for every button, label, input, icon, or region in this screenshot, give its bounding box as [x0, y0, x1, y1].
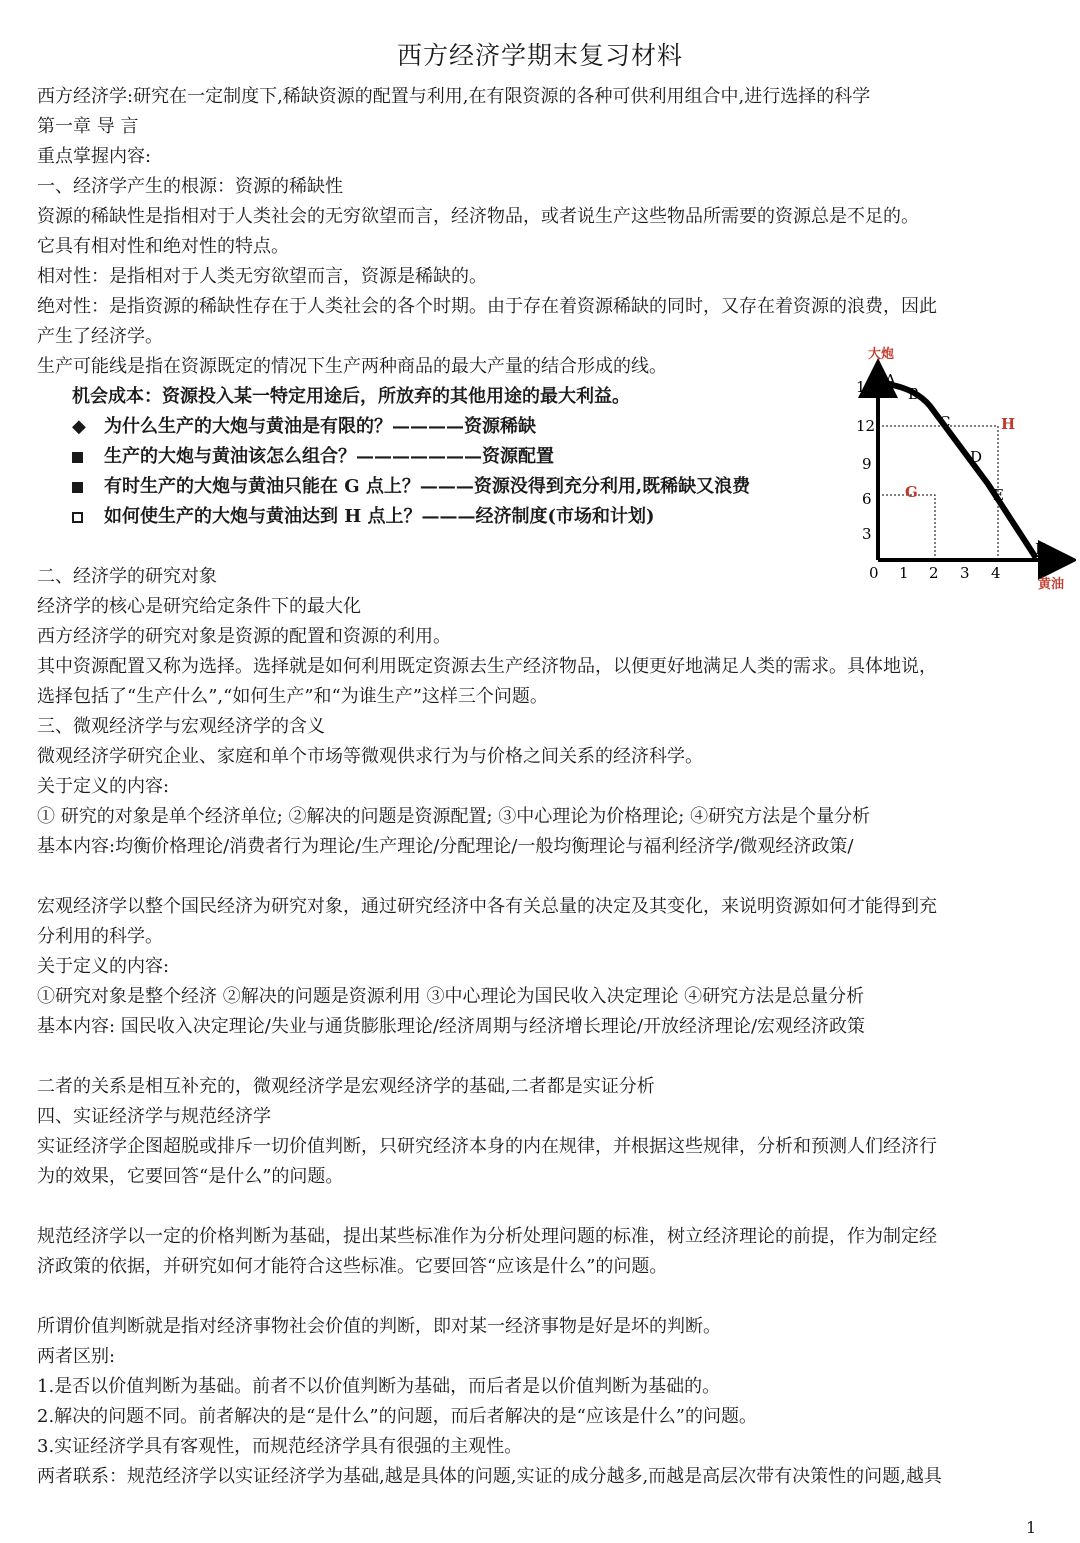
- text-line: 选择包括了“生产什么”,“如何生产”和“为谁生产”这样三个问题。: [37, 686, 548, 707]
- text-line: 所谓价值判断就是指对经济事物社会价值的判断，即对某一经济事物是好是坏的判断。: [37, 1316, 721, 1337]
- opportunity-cost-heading: 机会成本：资源投入某一特定用途后，所放弃的其他用途的最大利益。: [72, 386, 630, 407]
- text-line: 生产可能线是指在资源既定的情况下生产两种商品的最大产量的结合形成的线。: [37, 356, 667, 377]
- section-heading: 四、实证经济学与规范经济学: [37, 1106, 271, 1127]
- list-item: 2.解决的问题不同。前者解决的是“是什么”的问题，而后者解决的是“应该是什么”的问题。: [37, 1406, 757, 1427]
- intro-section: [37, 82, 1047, 382]
- x-tick-label: 0: [869, 564, 879, 582]
- text-line: 经济学的核心是研究给定条件下的最大化: [37, 596, 361, 617]
- list-item: 1.是否以价值判断为基础。前者不以价值判断为基础，而后者是以价值判断为基础的。: [37, 1376, 721, 1397]
- x-tick-label: 1: [899, 564, 909, 582]
- document-body: [37, 82, 1047, 1492]
- ppf-curve: [878, 383, 1036, 558]
- document-title: 西方经济学期末复习材料: [396, 41, 683, 70]
- point-label-f: F: [1035, 540, 1046, 558]
- x-tick-label: 2: [929, 564, 939, 582]
- text-line: 绝对性：是指资源的稀缺性存在于人类社会的各个时期。由于存在着资源稀缺的同时，又存在着资源的浪费，因此: [37, 296, 937, 317]
- text-line: 宏观经济学以整个国民经济为研究对象，通过研究经济中各有关总量的决定及其变化，来说明资源如何才能得到充: [37, 896, 937, 917]
- text-line: ①研究对象是整个经济 ②解决的问题是资源利用 ③中心理论为国民收入决定理论 ④研究方法是总量分析: [37, 986, 865, 1007]
- relation-section: [37, 1072, 1047, 1192]
- text-line: 二者的关系是相互补充的，微观经济学是宏观经济学的基础,二者都是实证分析: [37, 1076, 655, 1097]
- page-number: 1: [1026, 1518, 1037, 1537]
- bullet-text: 如何使生产的大炮与黄油达到 H 点上？———经济制度(市场和计划): [104, 506, 655, 527]
- x-axis-label: 黄油: [1038, 577, 1065, 592]
- text-line: 关于定义的内容:: [37, 776, 170, 797]
- ppf-diagram: [848, 338, 1076, 600]
- list-item: 3.实证经济学具有客观性，而规范经济学具有很强的主观性。: [37, 1436, 523, 1457]
- point-label-a: A: [885, 371, 896, 389]
- solid-square-bullet-icon: [72, 472, 104, 502]
- text-line: 资源的稀缺性是指相对于人类社会的无穷欲望而言，经济物品，或者说生产这些物品所需要的资源总是不足的。: [37, 206, 919, 227]
- section-heading: 一、经济学产生的根源：资源的稀缺性: [37, 176, 343, 197]
- bullet-text: 生产的大炮与黄油该怎么组合？———————资源配置: [104, 446, 554, 467]
- hollow-square-bullet-icon: [72, 502, 104, 532]
- chapter-heading: 第一章 导 言: [37, 116, 139, 137]
- text-line: ① 研究的对象是单个经济单位; ②解决的问题是资源配置; ③中心理论为价格理论; ④研究方法是个量分析: [37, 806, 871, 827]
- text-line: 规范经济学以一定的价格判断为基础，提出某些标准作为分析处理问题的标准，树立经济理论的前提，作为制定经: [37, 1226, 937, 1247]
- text-line: 重点掌握内容:: [37, 146, 152, 167]
- text-line: 两者联系：规范经济学以实证经济学为基础,越是具体的问题,实证的成分越多,而越是高层次带有决策性的问题,越具: [37, 1466, 942, 1487]
- text-line: 基本内容:均衡价格理论/消费者行为理论/生产理论/分配理论/一般均衡理论与福利经济学/微观经济政策/: [37, 836, 854, 857]
- text-line: 两者区别:: [37, 1346, 116, 1367]
- point-label-b: B: [908, 385, 920, 403]
- y-tick-label: 9: [862, 455, 872, 473]
- text-line: 基本内容: 国民收入决定理论/失业与通货膨胀理论/经济周期与经济增长理论/开放经济理论/宏观经济政策: [37, 1016, 866, 1037]
- y-tick-label: 3: [862, 525, 872, 543]
- text-line: 西方经济学的研究对象是资源的配置和资源的利用。: [37, 626, 451, 647]
- diamond-bullet-icon: ◆: [72, 416, 86, 437]
- text-line: 相对性：是指相对于人类无穷欲望而言，资源是稀缺的。: [37, 266, 487, 287]
- text-line: 济政策的依据，并研究如何才能符合这些标准。它要回答“应该是什么”的问题。: [37, 1256, 668, 1277]
- y-tick-label: 6: [862, 490, 872, 508]
- point-label-h: H: [1001, 415, 1016, 433]
- bullet-text: 为什么生产的大炮与黄油是有限的？————资源稀缺: [104, 416, 536, 437]
- text-line: 分利用的科学。: [37, 926, 163, 947]
- text-line: 西方经济学:研究在一定制度下,稀缺资源的配置与利用,在有限资源的各种可供利用组合中,进行选择的科学: [37, 86, 871, 107]
- x-tick-label: 4: [991, 564, 1001, 582]
- y-tick-label: 12: [856, 417, 876, 435]
- normative-section: [37, 1222, 1047, 1282]
- text-line: 为的效果，它要回答“是什么”的问题。: [37, 1166, 344, 1187]
- point-label-d: D: [970, 448, 983, 466]
- g-point-guide: [878, 495, 935, 560]
- x-tick-label: 3: [960, 564, 970, 582]
- text-line: 实证经济学企图超脱或排斥一切价值判断，只研究经济本身的内在规律，并根据这些规律，分析和预测人们经济行: [37, 1136, 937, 1157]
- text-line: 关于定义的内容:: [37, 956, 170, 977]
- point-label-g: G: [905, 483, 918, 501]
- research-object-section: [37, 562, 1047, 862]
- comparison-section: [37, 1312, 1047, 1492]
- y-axis-label: 大炮: [868, 347, 895, 362]
- y-tick-label: 15: [856, 378, 876, 396]
- text-line: 它具有相对性和绝对性的特点。: [37, 236, 289, 257]
- bullet-text: 有时生产的大炮与黄油只能在 G 点上？———资源没得到充分利用,既稀缺又浪费: [104, 476, 751, 497]
- macro-section: [37, 892, 1047, 1042]
- text-line: 微观经济学研究企业、家庭和单个市场等微观供求行为与价格之间关系的经济科学。: [37, 746, 703, 767]
- h-point-guide: [878, 426, 998, 560]
- text-line: 其中资源配置又称为选择。选择就是如何利用既定资源去生产经济物品，以便更好地满足人类的需求。具体地说，: [37, 656, 937, 677]
- solid-square-bullet-icon: [72, 442, 104, 472]
- section-heading: 三、微观经济学与宏观经济学的含义: [37, 716, 325, 737]
- point-label-e: E: [993, 486, 1004, 504]
- section-heading: 二、经济学的研究对象: [37, 566, 217, 587]
- point-label-c: C: [939, 413, 951, 431]
- text-line: 产生了经济学。: [37, 326, 163, 347]
